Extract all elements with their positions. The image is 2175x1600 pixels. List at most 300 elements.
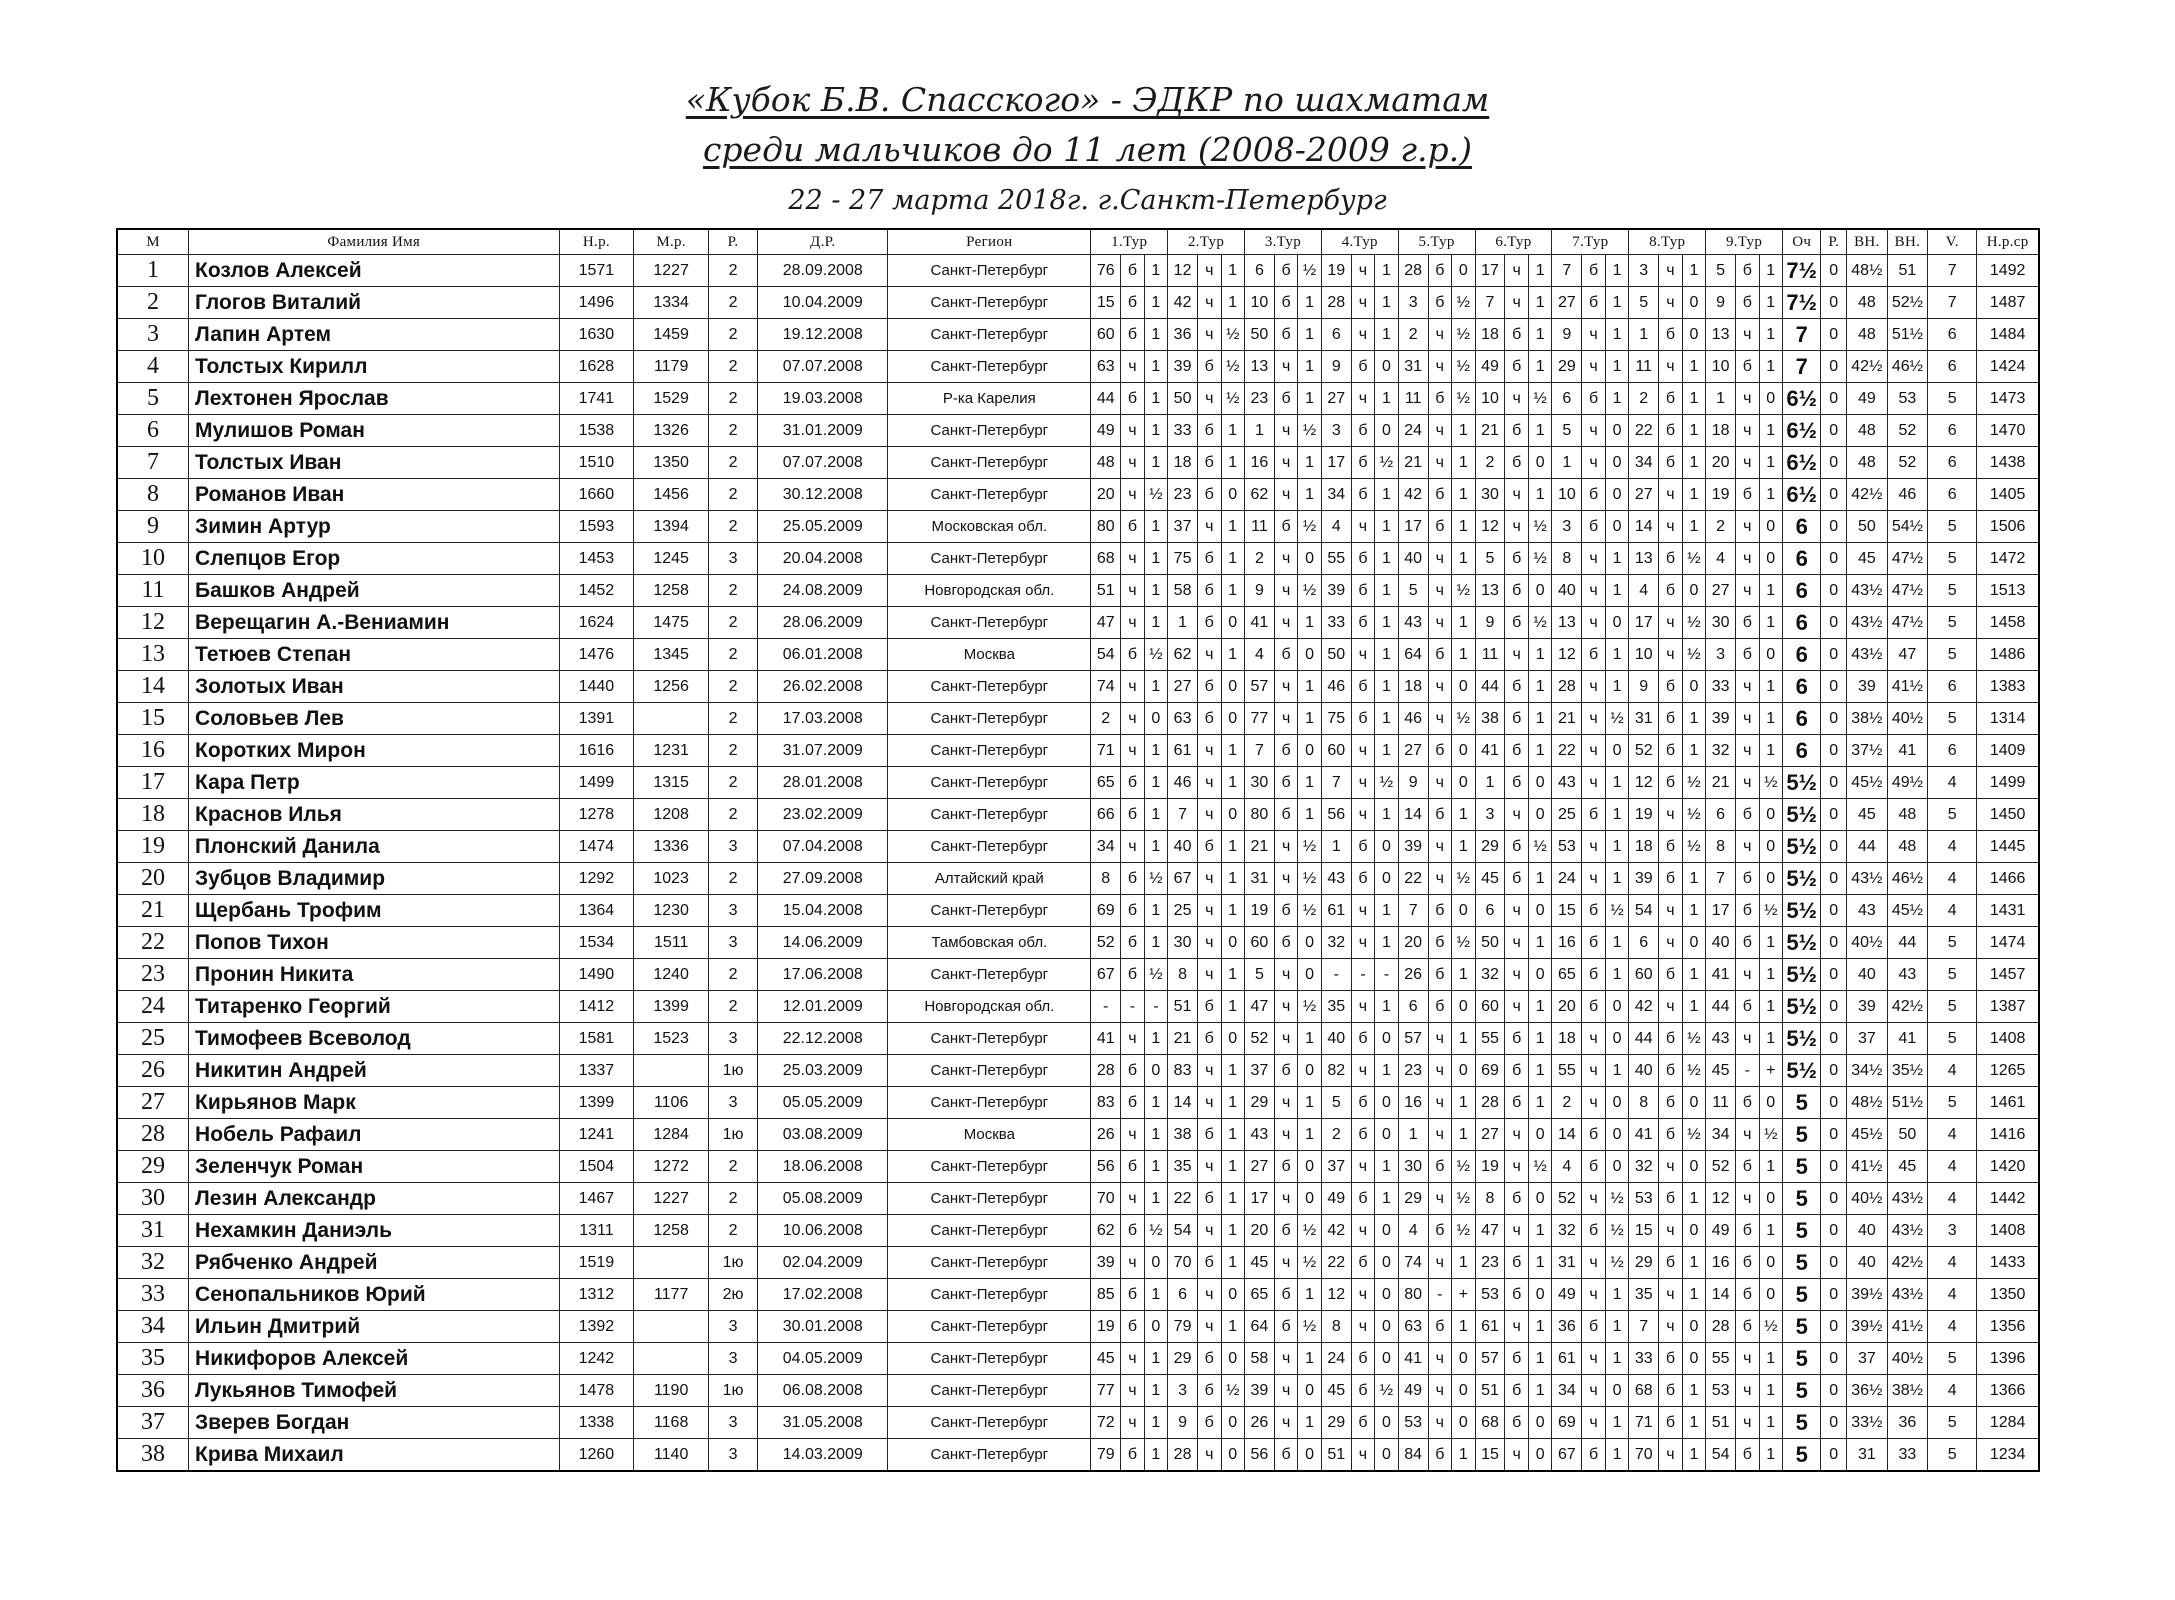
cell-round-2-result: 1 [1221,1183,1244,1215]
cell-round-3-opponent: 26 [1244,1407,1274,1439]
cell-round-1-result: 0 [1144,1055,1167,1087]
cell-birthdate: 12.01.2009 [758,991,888,1023]
cell-round-6-opponent: 44 [1475,671,1505,703]
cell-round-3-color: б [1274,319,1297,351]
header-round-8: 8.Тур [1629,229,1706,255]
cell-round-6-opponent: 45 [1475,863,1505,895]
cell-buchholz-cut: 49 [1847,383,1888,415]
cell-round-5-opponent: 1 [1398,1119,1428,1151]
cell-round-7-color: ч [1582,607,1605,639]
cell-round-1-color: б [1121,639,1144,671]
cell-buchholz-cut: 34½ [1847,1055,1888,1087]
cell-round-9-opponent: 54 [1706,1439,1736,1472]
cell-round-2-opponent: 1 [1168,607,1198,639]
cell-buchholz-cut: 40½ [1847,1183,1888,1215]
cell-round-5-color: ч [1428,1183,1451,1215]
cell-avg-rating: 1356 [1977,1311,2039,1343]
cell-round-1-color: б [1121,255,1144,287]
cell-round-4-opponent: 17 [1321,447,1351,479]
cell-round-3-color: ч [1274,863,1297,895]
cell-round-5-opponent: 42 [1398,479,1428,511]
cell-start-rating: 1581 [559,1023,634,1055]
cell-round-4-result: 1 [1375,1183,1398,1215]
cell-round-1-result: 0 [1144,1247,1167,1279]
cell-round-4-color: б [1351,351,1374,383]
table-row [117,351,2039,383]
cell-round-2-opponent: 33 [1168,415,1198,447]
cell-start-rating: 1534 [559,927,634,959]
header-start-rating: Н.р. [559,229,634,255]
cell-round-8-opponent: 9 [1629,671,1659,703]
cell-place: 21 [117,895,189,927]
cell-points: 5 [1783,1247,1821,1279]
cell-birthdate: 28.09.2008 [758,255,888,287]
cell-round-3-opponent: 29 [1244,1087,1274,1119]
cell-round-6-opponent: 5 [1475,543,1505,575]
cell-round-4-result: 0 [1375,831,1398,863]
cell-round-2-result: 1 [1221,1215,1244,1247]
cell-round-6-color: б [1505,1055,1528,1087]
cell-buchholz-cut: 44 [1847,831,1888,863]
cell-avg-rating: 1506 [1977,511,2039,543]
cell-wins: 6 [1928,671,1977,703]
cell-birthdate: 26.02.2008 [758,671,888,703]
cell-round-8-opponent: 27 [1629,479,1659,511]
cell-round-1-opponent: 83 [1091,1087,1121,1119]
cell-buchholz: 41½ [1887,671,1928,703]
cell-round-1-color: б [1121,799,1144,831]
cell-round-4-color: ч [1351,383,1374,415]
cell-round-8-color: б [1659,1375,1682,1407]
cell-buchholz-cut: 50 [1847,511,1888,543]
cell-avg-rating: 1513 [1977,575,2039,607]
cell-round-6-result: 1 [1528,415,1551,447]
cell-round-3-opponent: 23 [1244,383,1274,415]
cell-round-7-opponent: 28 [1552,671,1582,703]
table-row [117,607,2039,639]
cell-round-4-color: ч [1351,1151,1374,1183]
cell-round-9-opponent: 10 [1706,351,1736,383]
cell-round-4-result: ½ [1375,767,1398,799]
cell-round-4-result: 1 [1375,639,1398,671]
header-round-2: 2.Тур [1168,229,1245,255]
cell-avg-rating: 1405 [1977,479,2039,511]
cell-category: 2 [709,575,758,607]
cell-round-5-color: б [1428,799,1451,831]
cell-category: 2 [709,383,758,415]
cell-round-1-result: ½ [1144,863,1167,895]
cell-avg-rating: 1408 [1977,1023,2039,1055]
cell-round-5-result: 1 [1452,1311,1475,1343]
cell-round-4-color: ч [1351,1055,1374,1087]
cell-round-6-result: 0 [1528,575,1551,607]
cell-round-3-opponent: 52 [1244,1023,1274,1055]
cell-round-3-opponent: 6 [1244,255,1274,287]
cell-start-rating: 1337 [559,1055,634,1087]
cell-round-7-opponent: 16 [1552,927,1582,959]
cell-round-3-result: 1 [1298,1023,1321,1055]
cell-round-8-result: ½ [1682,767,1705,799]
cell-round-9-opponent: 40 [1706,927,1736,959]
cell-avg-rating: 1457 [1977,959,2039,991]
header-region: Регион [888,229,1091,255]
cell-round-6-opponent: 1 [1475,767,1505,799]
cell-fide-rating: 1230 [634,895,709,927]
cell-round-7-color: ч [1582,575,1605,607]
cell-round-8-opponent: 71 [1629,1407,1659,1439]
cell-round-3-result: 1 [1298,799,1321,831]
cell-round-9-opponent: 33 [1706,671,1736,703]
cell-round-6-result: 1 [1528,639,1551,671]
cell-r: 0 [1821,1279,1847,1311]
cell-round-6-color: б [1505,735,1528,767]
cell-round-9-opponent: 1 [1706,383,1736,415]
cell-round-7-result: 1 [1605,1311,1628,1343]
cell-round-5-result: 0 [1452,895,1475,927]
cell-round-7-color: б [1582,1439,1605,1472]
cell-round-7-result: ½ [1605,703,1628,735]
cell-round-5-color: б [1428,383,1451,415]
cell-round-2-result: 0 [1221,1439,1244,1472]
cell-buchholz-cut: 45½ [1847,1119,1888,1151]
cell-round-3-color: ч [1274,607,1297,639]
cell-round-1-color: б [1121,1087,1144,1119]
cell-start-rating: 1496 [559,287,634,319]
cell-round-1-result: 1 [1144,351,1167,383]
cell-round-1-opponent: 48 [1091,447,1121,479]
cell-round-4-color: б [1351,607,1374,639]
cell-round-4-color: б [1351,1247,1374,1279]
cell-round-9-opponent: 4 [1706,543,1736,575]
cell-round-9-color: ч [1736,767,1759,799]
cell-round-3-color: ч [1274,1247,1297,1279]
cell-round-4-result: 0 [1375,1439,1398,1472]
cell-place: 5 [117,383,189,415]
cell-round-8-result: 1 [1682,479,1705,511]
cell-round-5-opponent: 28 [1398,255,1428,287]
cell-avg-rating: 1409 [1977,735,2039,767]
table-row [117,543,2039,575]
cell-round-3-color: б [1274,255,1297,287]
cell-round-8-opponent: 1 [1629,319,1659,351]
cell-round-1-color: ч [1121,703,1144,735]
cell-round-4-result: 0 [1375,1087,1398,1119]
cell-round-2-color: ч [1198,1439,1221,1472]
cell-round-9-result: 1 [1759,351,1782,383]
cell-buchholz-cut: 43½ [1847,639,1888,671]
cell-name: Никифоров Алексей [189,1343,560,1375]
cell-round-5-result: 1 [1452,831,1475,863]
cell-round-1-result: 1 [1144,767,1167,799]
cell-r: 0 [1821,351,1847,383]
cell-round-9-opponent: 19 [1706,479,1736,511]
cell-round-6-color: ч [1505,927,1528,959]
cell-name: Глогов Виталий [189,287,560,319]
cell-round-7-opponent: 61 [1552,1343,1582,1375]
cell-buchholz: 41 [1887,1023,1928,1055]
cell-round-3-opponent: 2 [1244,543,1274,575]
cell-round-4-color: ч [1351,1215,1374,1247]
cell-round-5-opponent: 64 [1398,639,1428,671]
cell-round-5-color: б [1428,255,1451,287]
header-row [117,229,2039,255]
cell-round-6-result: 1 [1528,927,1551,959]
cell-buchholz: 51½ [1887,1087,1928,1119]
cell-round-4-opponent: 51 [1321,1439,1351,1472]
cell-buchholz: 40½ [1887,703,1928,735]
cell-round-6-color: ч [1505,1119,1528,1151]
cell-round-6-result: 1 [1528,479,1551,511]
results-table-body [117,229,2039,1471]
cell-round-8-opponent: 41 [1629,1119,1659,1151]
cell-round-1-result: ½ [1144,639,1167,671]
cell-wins: 6 [1928,351,1977,383]
cell-wins: 5 [1928,639,1977,671]
cell-round-2-opponent: 21 [1168,1023,1198,1055]
cell-round-1-opponent: 49 [1091,415,1121,447]
cell-points: 5½ [1783,863,1821,895]
cell-round-7-result: 0 [1605,1087,1628,1119]
cell-round-2-result: 1 [1221,895,1244,927]
cell-round-4-result: 0 [1375,351,1398,383]
cell-round-9-opponent: 28 [1706,1311,1736,1343]
cell-round-9-opponent: 11 [1706,1087,1736,1119]
cell-round-8-opponent: 70 [1629,1439,1659,1472]
cell-round-2-opponent: 42 [1168,287,1198,319]
cell-buchholz: 51 [1887,255,1928,287]
cell-round-2-opponent: 46 [1168,767,1198,799]
cell-buchholz: 43 [1887,959,1928,991]
cell-round-1-result: 1 [1144,1279,1167,1311]
cell-round-7-result: 1 [1605,1279,1628,1311]
cell-wins: 6 [1928,735,1977,767]
cell-round-5-color: ч [1428,1087,1451,1119]
cell-round-3-result: 0 [1298,1183,1321,1215]
cell-round-8-color: ч [1659,927,1682,959]
cell-round-8-opponent: 12 [1629,767,1659,799]
cell-round-8-color: б [1659,1087,1682,1119]
cell-birthdate: 07.07.2008 [758,447,888,479]
cell-r: 0 [1821,735,1847,767]
cell-round-1-color: б [1121,1279,1144,1311]
cell-round-6-color: ч [1505,287,1528,319]
cell-round-4-result: 0 [1375,1279,1398,1311]
cell-round-2-result: 1 [1221,639,1244,671]
cell-place: 24 [117,991,189,1023]
cell-round-7-result: 0 [1605,415,1628,447]
cell-avg-rating: 1470 [1977,415,2039,447]
cell-round-4-result: 0 [1375,1023,1398,1055]
cell-round-3-opponent: 37 [1244,1055,1274,1087]
cell-round-4-opponent: 33 [1321,607,1351,639]
cell-round-2-color: ч [1198,1311,1221,1343]
cell-round-6-result: 1 [1528,1375,1551,1407]
cell-round-9-color: ч [1736,735,1759,767]
cell-round-7-color: б [1582,927,1605,959]
cell-birthdate: 07.04.2008 [758,831,888,863]
cell-round-9-color: б [1736,991,1759,1023]
cell-wins: 4 [1928,767,1977,799]
cell-place: 34 [117,1311,189,1343]
cell-place: 17 [117,767,189,799]
cell-round-7-result: 0 [1605,735,1628,767]
cell-fide-rating: 1208 [634,799,709,831]
cell-round-6-color: б [1505,831,1528,863]
cell-round-1-result: 0 [1144,703,1167,735]
cell-start-rating: 1660 [559,479,634,511]
cell-start-rating: 1628 [559,351,634,383]
cell-avg-rating: 1314 [1977,703,2039,735]
cell-points: 6 [1783,735,1821,767]
cell-buchholz: 47½ [1887,607,1928,639]
cell-start-rating: 1278 [559,799,634,831]
cell-round-1-opponent: 80 [1091,511,1121,543]
cell-fide-rating: 1227 [634,255,709,287]
cell-fide-rating [634,1343,709,1375]
cell-round-1-color: ч [1121,735,1144,767]
cell-region: Санкт-Петербург [888,1215,1091,1247]
cell-place: 12 [117,607,189,639]
cell-round-3-result: 0 [1298,1375,1321,1407]
cell-round-6-color: ч [1505,1311,1528,1343]
cell-round-8-color: ч [1659,255,1682,287]
table-row [117,1439,2039,1472]
cell-round-7-color: ч [1582,415,1605,447]
cell-round-2-color: ч [1198,511,1221,543]
cell-round-1-color: б [1121,1151,1144,1183]
cell-round-3-result: ½ [1298,895,1321,927]
cell-round-2-opponent: 23 [1168,479,1198,511]
cell-round-9-color: б [1736,287,1759,319]
cell-round-6-color: ч [1505,255,1528,287]
cell-round-1-opponent: 77 [1091,1375,1121,1407]
cell-round-4-result: - [1375,959,1398,991]
cell-round-3-result: ½ [1298,1247,1321,1279]
cell-round-6-color: б [1505,351,1528,383]
cell-round-6-result: 1 [1528,1311,1551,1343]
cell-round-7-result: 0 [1605,1375,1628,1407]
cell-buchholz: 43½ [1887,1183,1928,1215]
cell-round-6-result: 1 [1528,703,1551,735]
cell-round-8-color: ч [1659,511,1682,543]
cell-round-4-color: б [1351,863,1374,895]
cell-round-9-color: б [1736,351,1759,383]
cell-category: 3 [709,1439,758,1472]
cell-region: Санкт-Петербург [888,671,1091,703]
cell-round-3-result: ½ [1298,1311,1321,1343]
cell-place: 37 [117,1407,189,1439]
cell-round-6-opponent: 57 [1475,1343,1505,1375]
cell-round-7-result: 1 [1605,799,1628,831]
table-row [117,511,2039,543]
cell-round-9-color: - [1736,1055,1759,1087]
cell-round-4-color: б [1351,575,1374,607]
cell-round-7-color: ч [1582,1375,1605,1407]
cell-wins: 5 [1928,703,1977,735]
cell-round-7-opponent: 1 [1552,447,1582,479]
cell-round-1-color: ч [1121,1119,1144,1151]
cell-round-8-color: б [1659,1407,1682,1439]
cell-wins: 5 [1928,1343,1977,1375]
cell-round-1-color: б [1121,1439,1144,1472]
cell-place: 13 [117,639,189,671]
cell-round-5-result: 1 [1452,639,1475,671]
cell-round-5-color: б [1428,991,1451,1023]
cell-category: 1ю [709,1375,758,1407]
cell-round-9-color: б [1736,255,1759,287]
cell-round-4-result: 1 [1375,479,1398,511]
cell-round-8-color: ч [1659,1215,1682,1247]
table-row [117,671,2039,703]
cell-name: Лехтонен Ярослав [189,383,560,415]
cell-buchholz-cut: 33½ [1847,1407,1888,1439]
cell-birthdate: 20.04.2008 [758,543,888,575]
cell-round-2-result: 1 [1221,543,1244,575]
cell-round-2-color: ч [1198,319,1221,351]
cell-round-8-result: ½ [1682,543,1705,575]
cell-round-2-color: б [1198,479,1221,511]
cell-birthdate: 17.02.2008 [758,1279,888,1311]
cell-region: Санкт-Петербург [888,959,1091,991]
cell-round-1-opponent: 47 [1091,607,1121,639]
cell-round-2-result: 1 [1221,1247,1244,1279]
cell-round-8-opponent: 4 [1629,575,1659,607]
cell-round-6-color: ч [1505,511,1528,543]
cell-avg-rating: 1396 [1977,1343,2039,1375]
cell-round-9-color: ч [1736,703,1759,735]
cell-round-6-result: ½ [1528,383,1551,415]
cell-round-9-color: б [1736,799,1759,831]
cell-round-5-result: ½ [1452,927,1475,959]
cell-buchholz: 38½ [1887,1375,1928,1407]
cell-round-5-opponent: 63 [1398,1311,1428,1343]
cell-round-2-opponent: 27 [1168,671,1198,703]
cell-round-1-color: б [1121,1055,1144,1087]
cell-r: 0 [1821,1247,1847,1279]
cell-round-3-result: 1 [1298,479,1321,511]
cell-region: Санкт-Петербург [888,735,1091,767]
cell-round-8-opponent: 14 [1629,511,1659,543]
cell-round-1-color: ч [1121,1247,1144,1279]
cell-round-5-result: ½ [1452,1151,1475,1183]
cell-round-9-opponent: 32 [1706,735,1736,767]
cell-round-1-result: 1 [1144,319,1167,351]
cell-buchholz-cut: 40 [1847,1247,1888,1279]
header-name: Фамилия Имя [189,229,560,255]
header-buchholz-cut: ВН. [1847,229,1888,255]
cell-round-9-color: б [1736,1279,1759,1311]
cell-round-1-result: 1 [1144,447,1167,479]
cell-round-1-opponent: 28 [1091,1055,1121,1087]
cell-round-5-result: 0 [1452,671,1475,703]
cell-round-4-opponent: 8 [1321,1311,1351,1343]
cell-fide-rating: 1245 [634,543,709,575]
cell-round-4-opponent: 29 [1321,1407,1351,1439]
cell-round-7-color: ч [1582,703,1605,735]
cell-round-8-result: 0 [1682,319,1705,351]
cell-round-4-opponent: 9 [1321,351,1351,383]
cell-round-1-result: ½ [1144,959,1167,991]
cell-round-6-opponent: 41 [1475,735,1505,767]
cell-round-4-color: б [1351,415,1374,447]
cell-round-2-color: б [1198,703,1221,735]
cell-round-9-result: 1 [1759,1439,1782,1472]
cell-fide-rating: 1272 [634,1151,709,1183]
cell-round-6-result: 0 [1528,447,1551,479]
cell-round-8-color: ч [1659,351,1682,383]
cell-round-7-result: 1 [1605,927,1628,959]
cell-round-9-result: 1 [1759,991,1782,1023]
